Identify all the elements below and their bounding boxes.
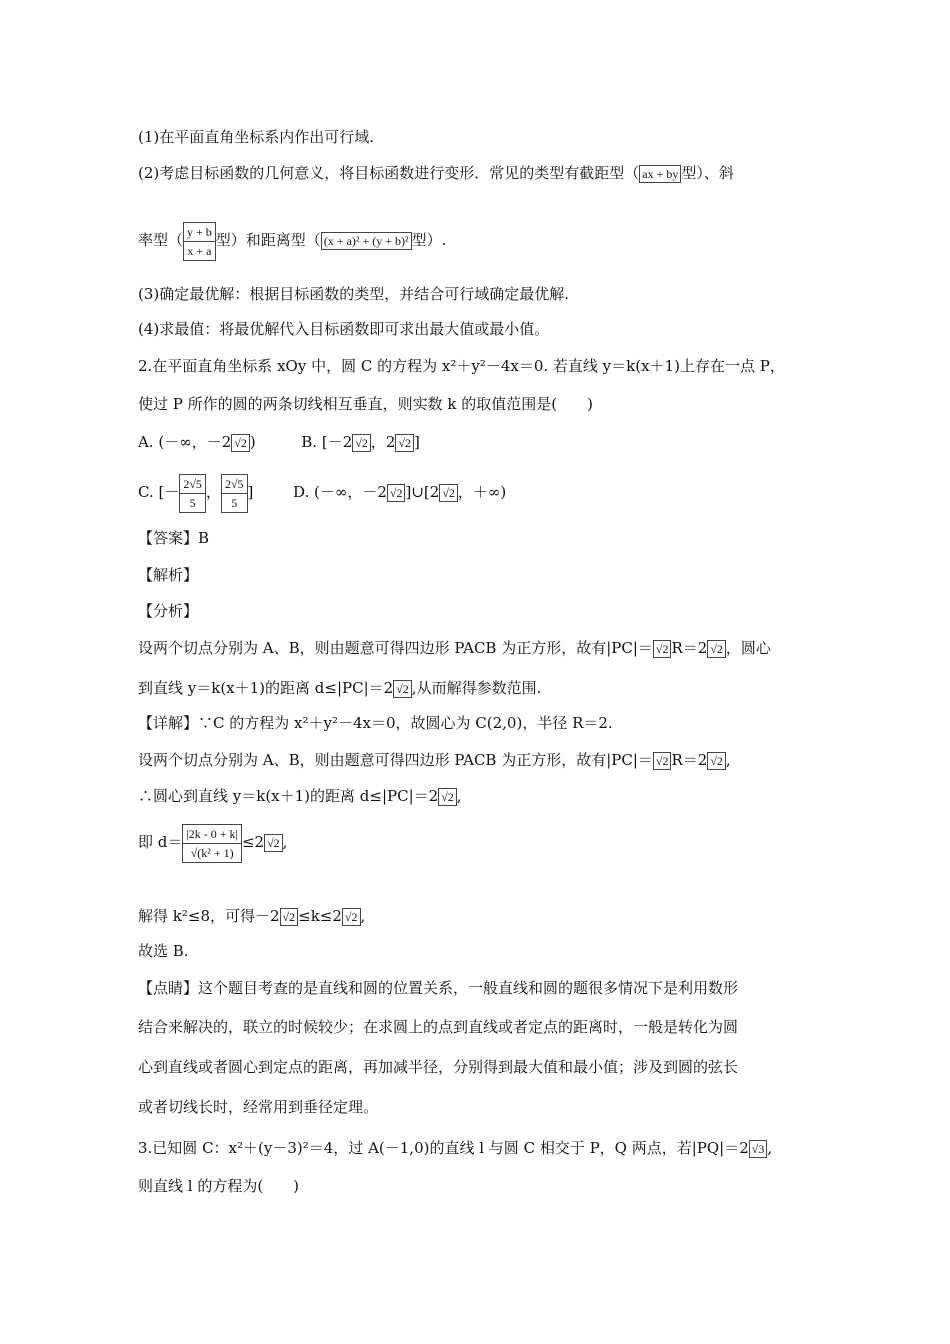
reasoning-text: ，圆心 bbox=[725, 639, 771, 657]
detail-text: , bbox=[360, 907, 366, 925]
reasoning-text: 到直线 y＝k(x＋1)的距离 d≤|PC|＝2 bbox=[138, 679, 394, 697]
sqrt2-box: √2 bbox=[439, 484, 458, 502]
question-3-text: 3.已知圆 C：x²＋(y－3)²＝4，过 A(－1,0)的直线 l 与圆 C 相交于 P，Q 两点，若|PQ|＝2 bbox=[138, 1139, 749, 1157]
detail-line-6: 故选 B. bbox=[138, 942, 189, 960]
step-3: (3)确定最优解：根据目标函数的类型，并结合可行域确定最优解. bbox=[138, 285, 570, 303]
sqrt3-box: √3 bbox=[749, 1140, 768, 1158]
distance-formula-box: (x + a)² + (y + b)² bbox=[321, 232, 412, 250]
question-2-line-2: 使过 P 所作的圆的两条切线相互垂直，则实数 k 的取值范围是( ) bbox=[138, 395, 593, 413]
detail-text: , bbox=[456, 787, 462, 805]
option-c-text: C. [－ bbox=[138, 483, 180, 501]
sqrt2-box: √2 bbox=[653, 640, 672, 658]
sqrt2-box: √2 bbox=[653, 752, 672, 770]
sqrt2-box: √2 bbox=[438, 788, 457, 806]
question-2-line-1: 2.在平面直角坐标系 xOy 中，圆 C 的方程为 x²＋y²－4x＝0. 若直线 y＝k(x＋1)上存在一点 P， bbox=[138, 357, 785, 375]
option-a-text: A. (－∞，－2 bbox=[138, 433, 232, 451]
option-d-mid: ]∪[2 bbox=[405, 483, 440, 501]
question-3-text: , bbox=[767, 1139, 773, 1157]
reasoning-text: 设两个切点分别为 A、B，则由题意可得四边形 PACB 为正方形，故有|PC|＝ bbox=[138, 639, 653, 657]
sqrt2-box: √2 bbox=[342, 908, 361, 926]
step-1: (1)在平面直角坐标系内作出可行域. bbox=[138, 128, 375, 146]
option-a-end: ) bbox=[249, 433, 256, 451]
step-2-text-end: 型）、斜 bbox=[681, 164, 734, 182]
detail-line-2 bbox=[138, 750, 731, 770]
distance-label: 型）和距离型（ bbox=[215, 231, 321, 249]
option-c bbox=[138, 476, 254, 510]
step-2-continued bbox=[138, 218, 446, 262]
sqrt2-box: √2 bbox=[352, 434, 371, 452]
sqrt2-box: √2 bbox=[264, 834, 283, 852]
distance-label-end: 型）. bbox=[411, 231, 447, 249]
reasoning-text: ,从而解得参数范围. bbox=[411, 679, 542, 697]
fraction-numerator: 2√5 bbox=[222, 475, 247, 494]
option-d bbox=[293, 483, 506, 501]
slope-label: 率型（ bbox=[138, 231, 184, 249]
detail-line-5 bbox=[138, 906, 365, 926]
detail-text: ∴圆心到直线 y＝k(x＋1)的距离 d≤|PC|＝2 bbox=[138, 787, 439, 805]
comment-line-2: 结合来解决的，联立的时候较少；在求圆上的点到直线或者定点的距离时，一般是转化为圆 bbox=[138, 1018, 739, 1036]
sqrt2-box: √2 bbox=[231, 434, 250, 452]
comment-line-1: 【点睛】这个题目考查的是直线和圆的位置关系，一般直线和圆的题很多情况下是利用数形 bbox=[138, 979, 739, 997]
fraction-denominator: 5 bbox=[231, 495, 238, 510]
detail-line-1: 【详解】∵C 的方程为 x²＋y²－4x＝0，故圆心为 C(2,0)，半径 R＝2. bbox=[138, 714, 613, 732]
sqrt2-box: √2 bbox=[707, 752, 726, 770]
detail-text: , bbox=[282, 833, 288, 851]
slope-numerator: y + b bbox=[184, 223, 215, 242]
intercept-formula-box: ax + by bbox=[639, 165, 681, 183]
reasoning-label: 【分析】 bbox=[138, 602, 199, 620]
comment-line-4: 或者切线长时，经常用到垂径定理。 bbox=[138, 1098, 379, 1116]
options-ab bbox=[138, 432, 420, 452]
detail-line-3 bbox=[138, 786, 462, 806]
fraction-2sqrt5-over-5 bbox=[179, 474, 206, 513]
analysis-label: 【解析】 bbox=[138, 566, 199, 584]
distance-denominator: √(k² + 1) bbox=[190, 845, 234, 860]
options-cd bbox=[138, 470, 506, 514]
detail-line-4 bbox=[138, 818, 287, 866]
option-b-end: ] bbox=[413, 433, 420, 451]
detail-text: ≤k≤2 bbox=[298, 907, 342, 925]
question-3-line-2: 则直线 l 的方程为( ) bbox=[138, 1177, 300, 1195]
option-c-comma: ， bbox=[205, 483, 221, 501]
fraction-numerator: 2√5 bbox=[180, 475, 205, 494]
distance-fraction-box bbox=[182, 824, 242, 863]
step-2-text: (2)考虑目标函数的几何意义，将目标函数进行变形．常见的类型有截距型（ bbox=[138, 164, 640, 182]
distance-numerator: |2k - 0 + k| bbox=[183, 825, 241, 844]
option-d-text: D. (－∞，－2 bbox=[292, 483, 387, 501]
detail-text: 即 d＝ bbox=[138, 833, 183, 851]
detail-text: ≤2 bbox=[241, 833, 265, 851]
sqrt2-box: √2 bbox=[707, 640, 726, 658]
detail-text: 设两个切点分别为 A、B，则由题意可得四边形 PACB 为正方形，故有|PC|＝ bbox=[138, 751, 653, 769]
detail-text: , bbox=[725, 751, 731, 769]
sqrt2-box: √2 bbox=[387, 484, 406, 502]
option-d-end: ，＋∞) bbox=[457, 483, 507, 501]
option-b-mid: ，2 bbox=[370, 433, 396, 451]
reasoning-text: R＝2 bbox=[671, 639, 708, 657]
comment-line-3: 心到直线或者圆心到定点的距离，再加减半径，分别得到最大值和最小值；涉及到圆的弦长 bbox=[138, 1058, 739, 1076]
option-a bbox=[138, 433, 256, 451]
option-b-text: B. [－2 bbox=[301, 433, 353, 451]
reasoning-line-2 bbox=[138, 678, 541, 698]
step-4: (4)求最值：将最优解代入目标函数即可求出最大值或最小值。 bbox=[138, 320, 550, 338]
option-b bbox=[301, 433, 420, 451]
detail-text: 解得 k²≤8，可得－2 bbox=[138, 907, 280, 925]
sqrt2-box: √2 bbox=[393, 680, 412, 698]
option-c-end: ] bbox=[247, 483, 254, 501]
slope-denominator: x + a bbox=[187, 243, 212, 258]
detail-text: R＝2 bbox=[671, 751, 708, 769]
sqrt2-box: √2 bbox=[280, 908, 299, 926]
step-2 bbox=[138, 163, 734, 183]
answer-label: 【答案】B bbox=[138, 529, 210, 547]
fraction-denominator: 5 bbox=[189, 495, 196, 510]
sqrt2-box: √2 bbox=[395, 434, 414, 452]
question-3-line-1 bbox=[138, 1138, 772, 1158]
slope-fraction-box bbox=[183, 222, 216, 261]
reasoning-line-1 bbox=[138, 638, 771, 658]
fraction-2sqrt5-over-5 bbox=[221, 474, 248, 513]
